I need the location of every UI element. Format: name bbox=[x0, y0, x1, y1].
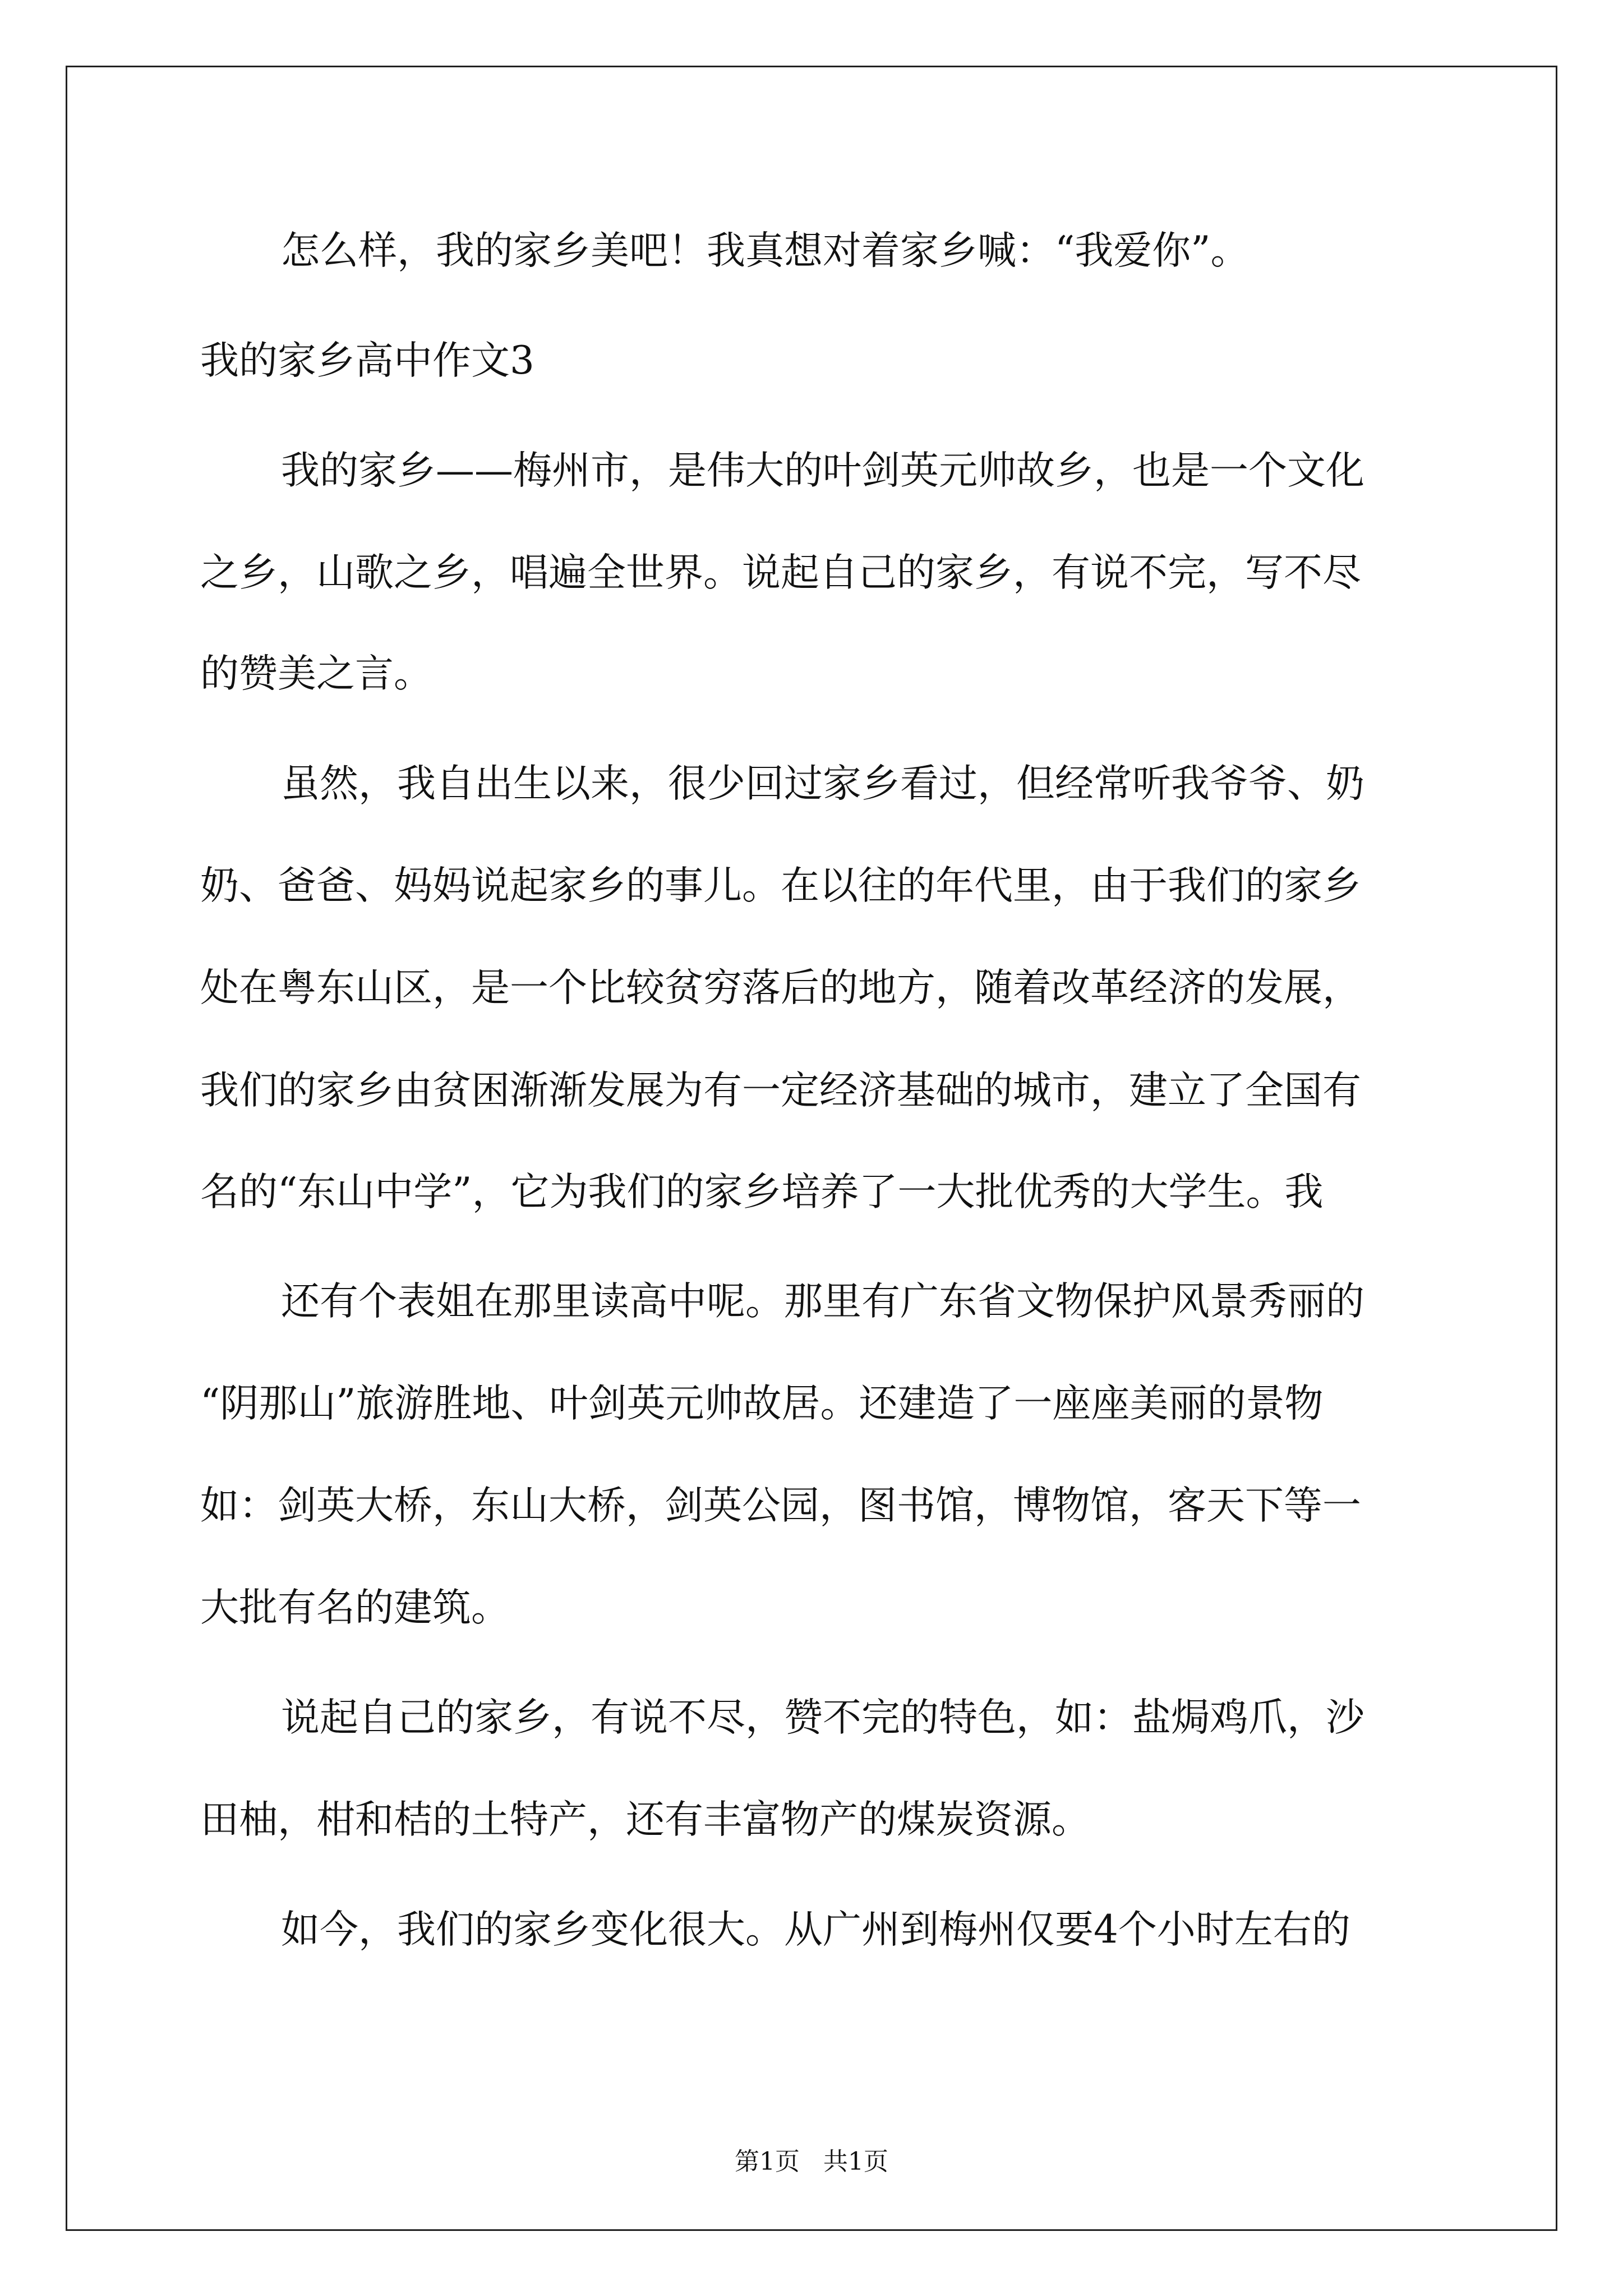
paragraph-line: 如今，我们的家乡变化很大。从广州到梅州仅要4个小时左右的 bbox=[281, 1907, 1350, 1952]
paragraph-line: 处在粤东山区，是一个比较贫穷落后的地方，随着改革经济的发展， bbox=[200, 965, 1361, 1010]
paragraph-line: 之乡，山歌之乡，唱遍全世界。说起自己的家乡，有说不完，写不尽 bbox=[200, 550, 1361, 595]
paragraph-line: 奶、爸爸、妈妈说起家乡的事儿。在以往的年代里，由于我们的家乡 bbox=[200, 863, 1361, 908]
paragraph-line: “阴那山”旅游胜地、叶剑英元帅故居。还建造了一座座美丽的景物 bbox=[200, 1381, 1324, 1426]
section-heading: 我的家乡高中作文3 bbox=[200, 338, 534, 383]
paragraph-line: 的赞美之言。 bbox=[200, 651, 432, 696]
paragraph-line: 说起自己的家乡，有说不尽，赞不完的特色，如：盐焗鸡爪，沙 bbox=[281, 1695, 1364, 1740]
paragraph-line: 如：剑英大桥，东山大桥，剑英公园，图书馆，博物馆，客天下等一 bbox=[200, 1483, 1361, 1528]
paragraph-line: 名的“东山中学”，它为我们的家乡培养了一大批优秀的大学生。我 bbox=[200, 1170, 1324, 1214]
page-number-footer: 第1页 共1页 bbox=[735, 2147, 888, 2176]
paragraph-line: 虽然，我自出生以来，很少回过家乡看过，但经常听我爷爷、奶 bbox=[281, 761, 1364, 806]
paragraph-line: 大批有名的建筑。 bbox=[200, 1585, 510, 1630]
page-border bbox=[66, 66, 1557, 2231]
paragraph-line: 还有个表姐在那里读高中呢。那里有广东省文物保护风景秀丽的 bbox=[281, 1279, 1364, 1324]
paragraph-line: 怎么样，我的家乡美吧！我真想对着家乡喊：“我爱你”。 bbox=[281, 228, 1249, 273]
paragraph-line: 我们的家乡由贫困渐渐发展为有一定经济基础的城市，建立了全国有 bbox=[200, 1068, 1361, 1113]
paragraph-line: 田柚，柑和桔的土特产，还有丰富物产的煤炭资源。 bbox=[200, 1797, 1090, 1842]
paragraph-line: 我的家乡——梅州市，是伟大的叶剑英元帅故乡，也是一个文化 bbox=[281, 448, 1364, 493]
